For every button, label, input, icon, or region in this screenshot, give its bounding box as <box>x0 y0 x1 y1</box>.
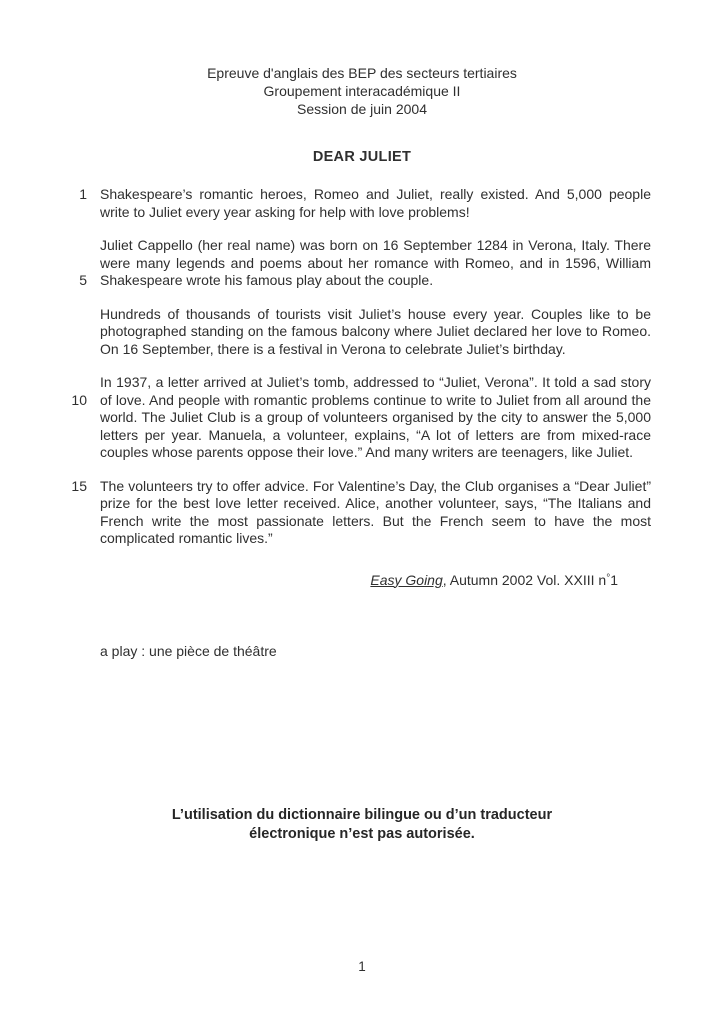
exam-header-line-2: Groupement interacadémique II <box>263 83 461 99</box>
exam-header-line-1: Epreuve d'anglais des BEP des secteurs tertiaires <box>207 65 517 81</box>
paragraph-1 <box>79 186 651 221</box>
paragraph-text: Hundreds of thousands of tourists visit Juliet’s house every year. Couples like to be photographed standing on the famous balcony where Juliet declared her love to Romeo. On 16 September, there is a festival in Verona to celebrate Juliet’s birthday. <box>100 305 651 357</box>
paragraph-2 <box>79 237 651 290</box>
exam-notice-line-1: L’utilisation du dictionnaire bilingue ou d’un traducteur <box>171 807 553 823</box>
vocabulary-footnote: a play : une pièce de théâtre <box>100 643 277 659</box>
passage-title: DEAR JULIET <box>312 149 412 165</box>
exam-notice <box>0 806 724 844</box>
citation-source-title: Easy Going <box>370 571 443 588</box>
citation-issue-number: 1 <box>610 571 618 588</box>
paragraph-text: The volunteers try to offer advice. For Valentine’s Day, the Club organises a “Dear Juliet” prize for the best love letter received. Alice, another volunteer, says, “The Italians and French write the most passionate letters. But the French seem to have the most complicated romantic lives.” <box>100 477 651 546</box>
exam-notice-line-2: électronique n’est pas autorisée. <box>249 826 475 842</box>
exam-header <box>0 64 724 118</box>
paragraph-text: In 1937, a letter arrived at Juliet’s tomb, addressed to “Juliet, Verona”. It told a sad story of love. And people with romantic problems continue to write to Juliet from all around the world. The Juliet Club is a group of volunteers organised by the city to answer the 5,000 letters per year. Manuela, a volunteer, explains, “A lot of letters are from mixed-race couples whose parents oppose their love.” And many writers are teenagers, like Juliet. <box>100 374 651 460</box>
paragraph-5 <box>71 477 651 548</box>
line-number-1: 1 <box>79 186 87 202</box>
line-number-5: 5 <box>79 272 87 288</box>
source-citation <box>100 572 651 592</box>
line-number-10: 10 <box>71 391 87 408</box>
paragraph-3 <box>100 306 651 359</box>
reading-passage <box>71 186 651 661</box>
paragraph-text: Juliet Cappello (her real name) was born on 16 September 1284 in Verona, Italy. There were many legends and poems about her romance with Romeo, and in 1596, William Shakespeare wrote his famous play about the couple. <box>100 237 651 288</box>
citation-details: , Autumn 2002 Vol. XXIII n <box>442 571 607 588</box>
exam-header-line-3: Session de juin 2004 <box>297 101 427 117</box>
citation-degree-symbol: ° <box>606 572 611 584</box>
paragraph-text: Shakespeare’s romantic heroes, Romeo and Juliet, really existed. And 5,000 people write to Juliet every year asking for help with love problems! <box>100 186 651 220</box>
paragraph-4 <box>71 374 651 462</box>
page-number: 1 <box>358 959 366 974</box>
line-number-15: 15 <box>71 477 87 494</box>
